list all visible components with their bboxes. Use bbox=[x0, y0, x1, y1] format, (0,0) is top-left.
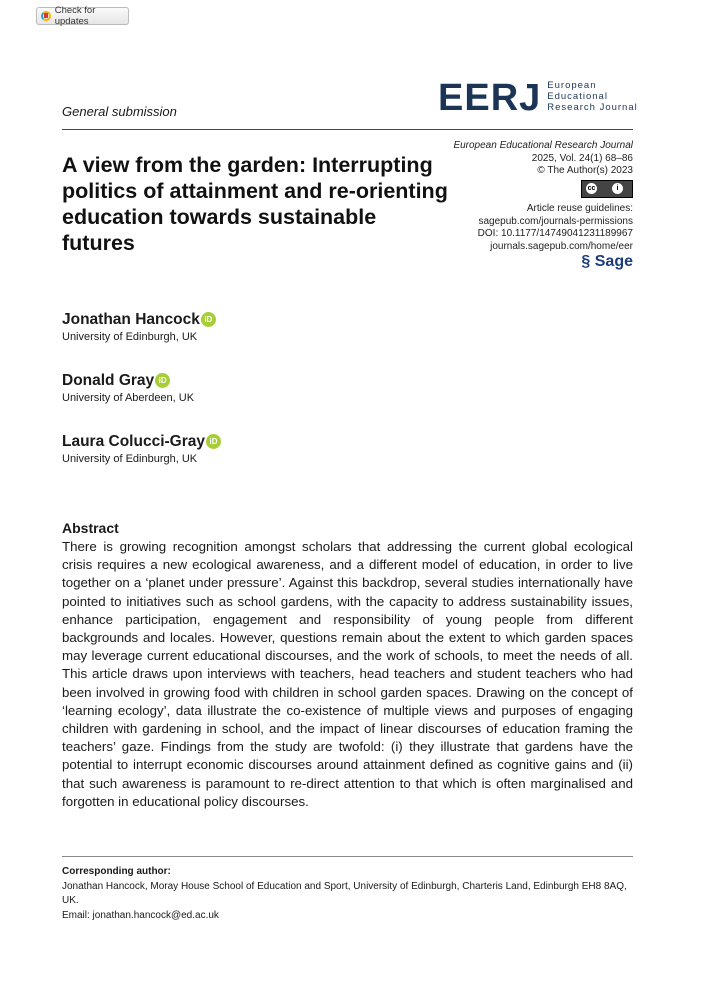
reuse-label: Article reuse guidelines: bbox=[526, 203, 633, 214]
logo-text bbox=[547, 80, 637, 113]
logo-abbr: EERJ bbox=[438, 77, 542, 119]
corresponding-email[interactable]: Email: jonathan.hancock@ed.ac.uk bbox=[62, 909, 219, 921]
volume-info: 2025, Vol. 24(1) 68–86 bbox=[531, 152, 633, 164]
corresponding-heading: Corresponding author: bbox=[62, 866, 171, 877]
check-for-updates-button[interactable] bbox=[36, 7, 129, 25]
crossmark-icon bbox=[41, 11, 51, 21]
abstract-text: There is growing recognition amongst scholars that addressing the current global ecological crisis requires a new ecological awareness, and a different model of education, in order to live together on a ‘planet under pressure’. Against this backdrop, several studies internationally have pointed to initiatives such as school gardens, with the capacity to address sustainability issues, enhance participation, engagement and responsibility of young people from different backgrounds and locales. However, questions remain about the extent to which garden spaces may leverage current educational discourses, and the work of schools, to meet the needs of all. This article draws upon interviews with teachers, head teachers and student teachers who had been involved in growing food with children in school garden spaces. Drawing on the concept of ‘learning ecology’, data illustrate the co-existence of multiple views and purposes of engaging children with gardening in school, and the impact of linear discourses of education framing the teachers’ gaze. Findings from the study are twofold: (i) they illustrate that gardens have the potential to interrupt economic discourses around attainment defined as cognitive gains and (ii) that such awareness is paramount to re-direct attention to that which is often marginalised and forgotten in educational policy discourses. bbox=[62, 539, 633, 809]
journal-logo bbox=[438, 77, 638, 119]
author-name bbox=[62, 311, 216, 329]
publisher-name: Sage bbox=[594, 253, 633, 270]
cc-icon: cc bbox=[587, 184, 596, 192]
author-affiliation: University of Aberdeen, UK bbox=[62, 392, 195, 404]
footnote-divider bbox=[62, 856, 633, 857]
permissions-link[interactable]: sagepub.com/journals-permissions bbox=[478, 215, 633, 227]
article-title: A view from the garden: Interrupting politics of attainment and re-orienting education towards sustainable futures bbox=[62, 153, 448, 255]
author-affiliation: University of Edinburgh, UK bbox=[62, 331, 198, 343]
orcid-icon[interactable]: iD bbox=[206, 434, 221, 449]
corresponding-address: Jonathan Hancock, Moray House School of Education and Sport, University of Edinburgh, Charteris Land, Edinburgh EH8 8AQ, UK. bbox=[62, 880, 627, 906]
doi-link[interactable]: DOI: 10.1177/14749041231189967 bbox=[477, 228, 633, 239]
orcid-icon[interactable]: iD bbox=[155, 373, 170, 388]
header-divider bbox=[62, 129, 633, 130]
orcid-icon[interactable]: iD bbox=[201, 312, 216, 327]
author-name bbox=[62, 372, 170, 390]
author-name-text: Laura Colucci-Gray bbox=[62, 433, 205, 450]
logo-line: European bbox=[547, 80, 597, 91]
logo-line: Educational bbox=[547, 91, 608, 102]
sage-logo: § Sage bbox=[581, 253, 633, 270]
article-meta bbox=[453, 140, 633, 269]
copyright: © The Author(s) 2023 bbox=[537, 165, 633, 176]
section-label: General submission bbox=[62, 104, 177, 119]
logo-line: Research Journal bbox=[547, 102, 638, 113]
abstract-heading: Abstract bbox=[62, 520, 119, 536]
check-updates-label: Check for updates bbox=[54, 5, 96, 27]
corresponding-author bbox=[62, 865, 633, 923]
by-icon: i bbox=[612, 183, 623, 194]
author-name-text: Donald Gray bbox=[62, 372, 155, 389]
author-name bbox=[62, 433, 221, 451]
journal-home-link[interactable]: journals.sagepub.com/home/eer bbox=[490, 240, 633, 252]
journal-name: European Educational Research Journal bbox=[453, 140, 633, 151]
cc-by-license-icon[interactable] bbox=[581, 180, 633, 198]
author-affiliation: University of Edinburgh, UK bbox=[62, 453, 198, 465]
author-name-text: Jonathan Hancock bbox=[62, 311, 200, 328]
